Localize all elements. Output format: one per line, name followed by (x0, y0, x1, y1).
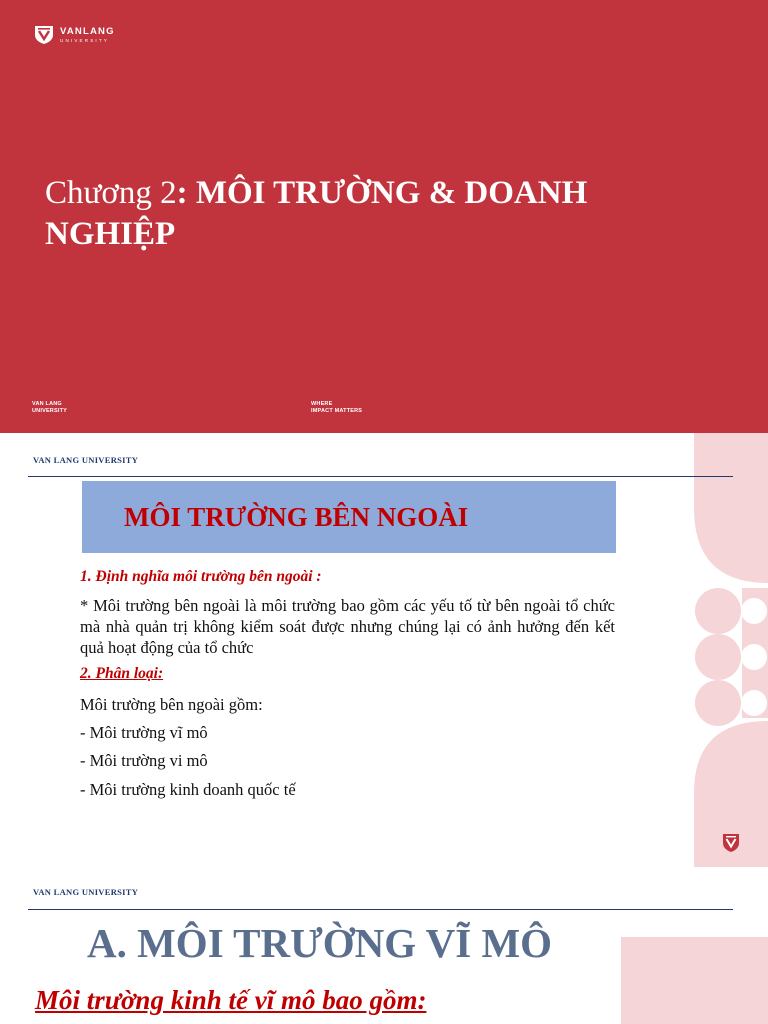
intro-line: Môi trường bên ngoài gồm: (80, 695, 263, 714)
slide-subtitle: Môi trường kinh tế vĩ mô bao gồm: (35, 985, 427, 1015)
footer-left-line-2: UNIVERSITY (32, 408, 68, 414)
definition-paragraph: * Môi trường bên ngoài là môi trường bao gồm các yếu tố từ bên ngoài tổ chức mà nhà quản trị không kiểm soát được nhưng chúng lại có ảnh hưởng đến kết quả hoạt động của tổ chức (80, 596, 615, 657)
shield-logo-icon (34, 25, 54, 45)
title-slide (0, 0, 768, 433)
shield-logo-icon (722, 833, 740, 853)
slide-title (45, 173, 685, 255)
brand-label: VAN LANG UNIVERSITY (33, 887, 139, 897)
footer-right-line-2: IMPACT MATTERS (311, 408, 363, 414)
header-divider (28, 476, 733, 477)
brand-label: VAN LANG UNIVERSITY (33, 455, 139, 465)
macro-environment-slide (0, 867, 768, 1024)
decorative-block (621, 937, 768, 1024)
vanlang-logo (34, 25, 115, 45)
title-main: MÔI TRƯỜNG & DOANH NGHIỆP (45, 175, 588, 252)
title-prefix: Chương 2 (45, 175, 177, 211)
section-2-title: 2. Phân loại: (80, 665, 164, 682)
slide-heading: MÔI TRƯỜNG BÊN NGOÀI (124, 501, 469, 532)
list-item: - Môi trường vi mô (80, 751, 208, 770)
footer-right (311, 401, 362, 415)
external-environment-slide (0, 433, 768, 867)
slide-heading: A. MÔI TRƯỜNG VĨ MÔ (87, 920, 553, 966)
logo-line-2: UNIVERSITY (60, 37, 110, 43)
footer-left-line-1: VAN LANG (32, 401, 62, 407)
decorative-shapes (694, 433, 768, 867)
list-item: - Môi trường vĩ mô (80, 723, 208, 742)
logo-line-1: VANLANG (60, 26, 115, 37)
heading-box (82, 481, 616, 553)
header-divider (28, 909, 733, 910)
list-item: - Môi trường kinh doanh quốc tế (80, 780, 296, 799)
title-colon: : (176, 175, 196, 211)
footer-right-line-1: WHERE (311, 401, 333, 407)
section-1-title: 1. Định nghĩa môi trường bên ngoài : (80, 568, 322, 585)
logo-wordmark (60, 27, 115, 43)
footer-left (32, 401, 67, 415)
